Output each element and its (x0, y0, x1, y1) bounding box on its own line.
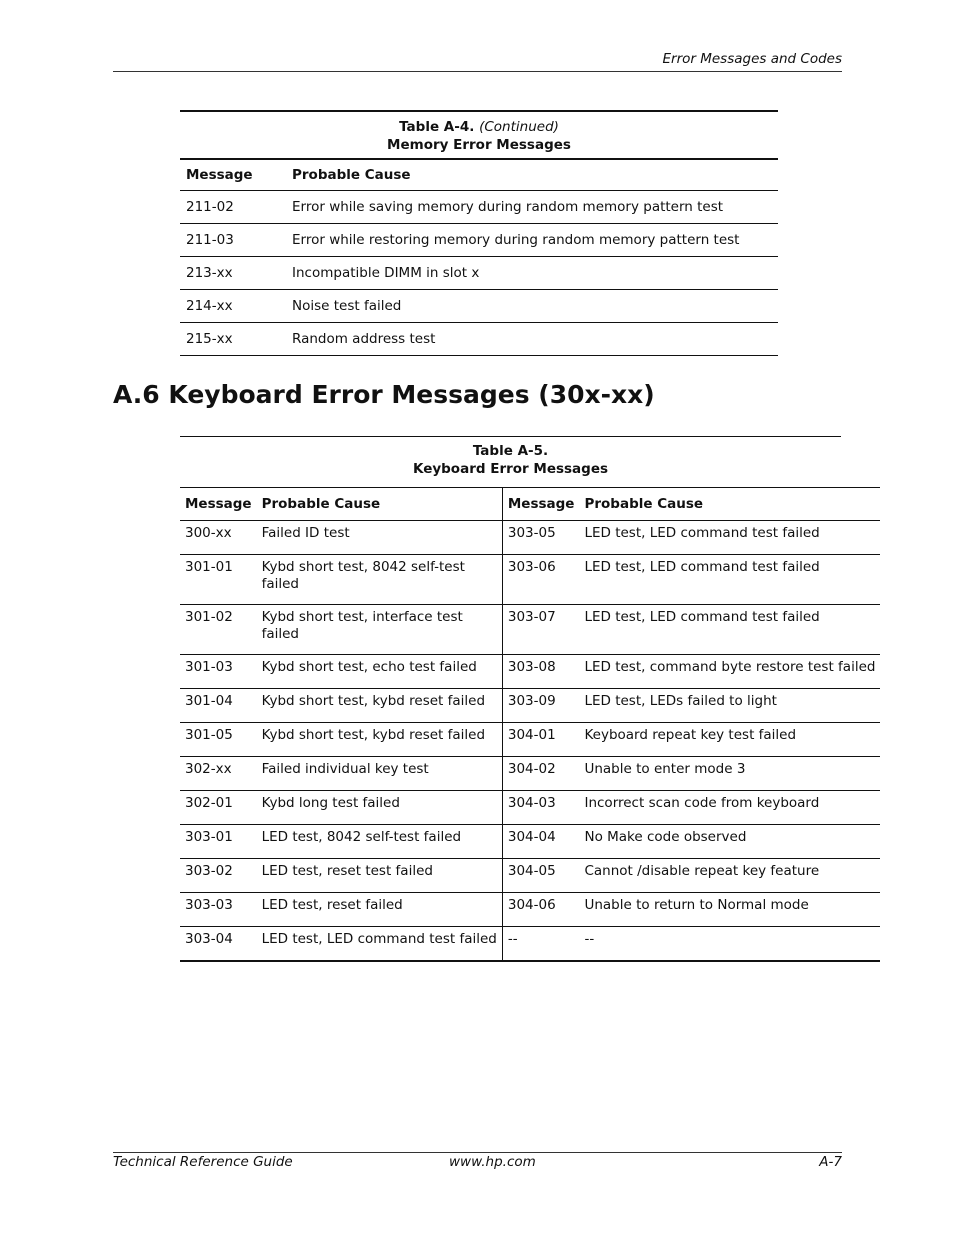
table-row (180, 689, 880, 723)
message-code: 215-xx (180, 323, 286, 356)
column-header: Message (180, 159, 286, 191)
message-code: 303-09 (502, 689, 579, 723)
memory-error-table (180, 110, 778, 356)
probable-cause: Unable to return to Normal mode (579, 893, 880, 927)
table-row (180, 859, 880, 893)
table-row (180, 791, 880, 825)
probable-cause: -- (579, 927, 880, 962)
table-header-row (180, 488, 880, 521)
running-header: Error Messages and Codes (662, 51, 842, 67)
probable-cause: Noise test failed (286, 290, 778, 323)
message-code: 304-05 (502, 859, 579, 893)
table-header-row (180, 159, 778, 191)
probable-cause: Error while saving memory during random memory pattern test (286, 191, 778, 224)
header-rule (113, 71, 842, 72)
probable-cause: Kybd short test, kybd reset failed (257, 723, 503, 757)
message-code: 211-02 (180, 191, 286, 224)
keyboard-table-grid (180, 487, 880, 962)
message-code: 304-01 (502, 723, 579, 757)
message-code: 303-07 (502, 605, 579, 655)
probable-cause: Kybd long test failed (257, 791, 503, 825)
message-code: 301-01 (180, 555, 257, 605)
table-row (180, 757, 880, 791)
probable-cause: Kybd short test, 8042 self-test failed (257, 555, 503, 605)
probable-cause: Unable to enter mode 3 (579, 757, 880, 791)
message-code: 304-03 (502, 791, 579, 825)
probable-cause: LED test, 8042 self-test failed (257, 825, 503, 859)
message-code: 303-01 (180, 825, 257, 859)
table-row (180, 723, 880, 757)
table-row (180, 257, 778, 290)
table-row (180, 521, 880, 555)
column-header: Probable Cause (579, 488, 880, 521)
probable-cause: Error while restoring memory during random memory pattern test (286, 224, 778, 257)
message-code: 301-02 (180, 605, 257, 655)
message-code: 304-02 (502, 757, 579, 791)
footer-guide-title: Technical Reference Guide (113, 1154, 293, 1170)
footer-rule (113, 1152, 842, 1153)
probable-cause: Random address test (286, 323, 778, 356)
message-code: 303-02 (180, 859, 257, 893)
probable-cause: Incorrect scan code from keyboard (579, 791, 880, 825)
message-code: 301-04 (180, 689, 257, 723)
probable-cause: Kybd short test, kybd reset failed (257, 689, 503, 723)
probable-cause: No Make code observed (579, 825, 880, 859)
table-row (180, 825, 880, 859)
caption-label: Table A-4. (399, 119, 475, 135)
table-row (180, 893, 880, 927)
table-row (180, 191, 778, 224)
table-caption (180, 437, 841, 487)
message-code: 214-xx (180, 290, 286, 323)
probable-cause: Failed ID test (257, 521, 503, 555)
table-caption (180, 112, 778, 158)
section-title: A.6 Keyboard Error Messages (30x-xx) (113, 380, 655, 409)
column-header: Probable Cause (257, 488, 503, 521)
keyboard-error-table (180, 436, 876, 962)
probable-cause: LED test, reset test failed (257, 859, 503, 893)
probable-cause: LED test, LED command test failed (257, 927, 503, 962)
message-code: 301-05 (180, 723, 257, 757)
message-code: 304-04 (502, 825, 579, 859)
message-code: 303-05 (502, 521, 579, 555)
message-code: 301-03 (180, 655, 257, 689)
table-row (180, 555, 880, 605)
message-code: 303-03 (180, 893, 257, 927)
page-number: A-7 (819, 1154, 842, 1170)
message-code: 304-06 (502, 893, 579, 927)
message-code: 303-06 (502, 555, 579, 605)
message-code: 303-08 (502, 655, 579, 689)
probable-cause: Failed individual key test (257, 757, 503, 791)
message-code: 302-xx (180, 757, 257, 791)
table-row (180, 605, 880, 655)
table-row (180, 290, 778, 323)
message-code: -- (502, 927, 579, 962)
caption-title: Memory Error Messages (387, 137, 571, 153)
caption-label: Table A-5. (472, 443, 549, 459)
message-code: 303-04 (180, 927, 257, 962)
message-code: 302-01 (180, 791, 257, 825)
memory-table-grid (180, 158, 778, 356)
message-code: 213-xx (180, 257, 286, 290)
column-header: Message (180, 488, 257, 521)
probable-cause: LED test, command byte restore test failed (579, 655, 880, 689)
probable-cause: LED test, LED command test failed (579, 521, 880, 555)
probable-cause: LED test, LEDs failed to light (579, 689, 880, 723)
probable-cause: Incompatible DIMM in slot x (286, 257, 778, 290)
table-row (180, 655, 880, 689)
probable-cause: LED test, LED command test failed (579, 605, 880, 655)
message-code: 211-03 (180, 224, 286, 257)
table-row (180, 224, 778, 257)
probable-cause: LED test, LED command test failed (579, 555, 880, 605)
caption-title: Keyboard Error Messages (412, 461, 609, 477)
probable-cause: Kybd short test, interface test failed (257, 605, 503, 655)
column-header: Probable Cause (286, 159, 778, 191)
probable-cause: LED test, reset failed (257, 893, 503, 927)
footer-url: www.hp.com (449, 1154, 536, 1170)
table-row (180, 927, 880, 962)
probable-cause: Cannot /disable repeat key feature (579, 859, 880, 893)
column-header: Message (502, 488, 579, 521)
probable-cause: Keyboard repeat key test failed (579, 723, 880, 757)
probable-cause: Kybd short test, echo test failed (257, 655, 503, 689)
caption-continued: (Continued) (479, 119, 559, 135)
message-code: 300-xx (180, 521, 257, 555)
table-row (180, 323, 778, 356)
